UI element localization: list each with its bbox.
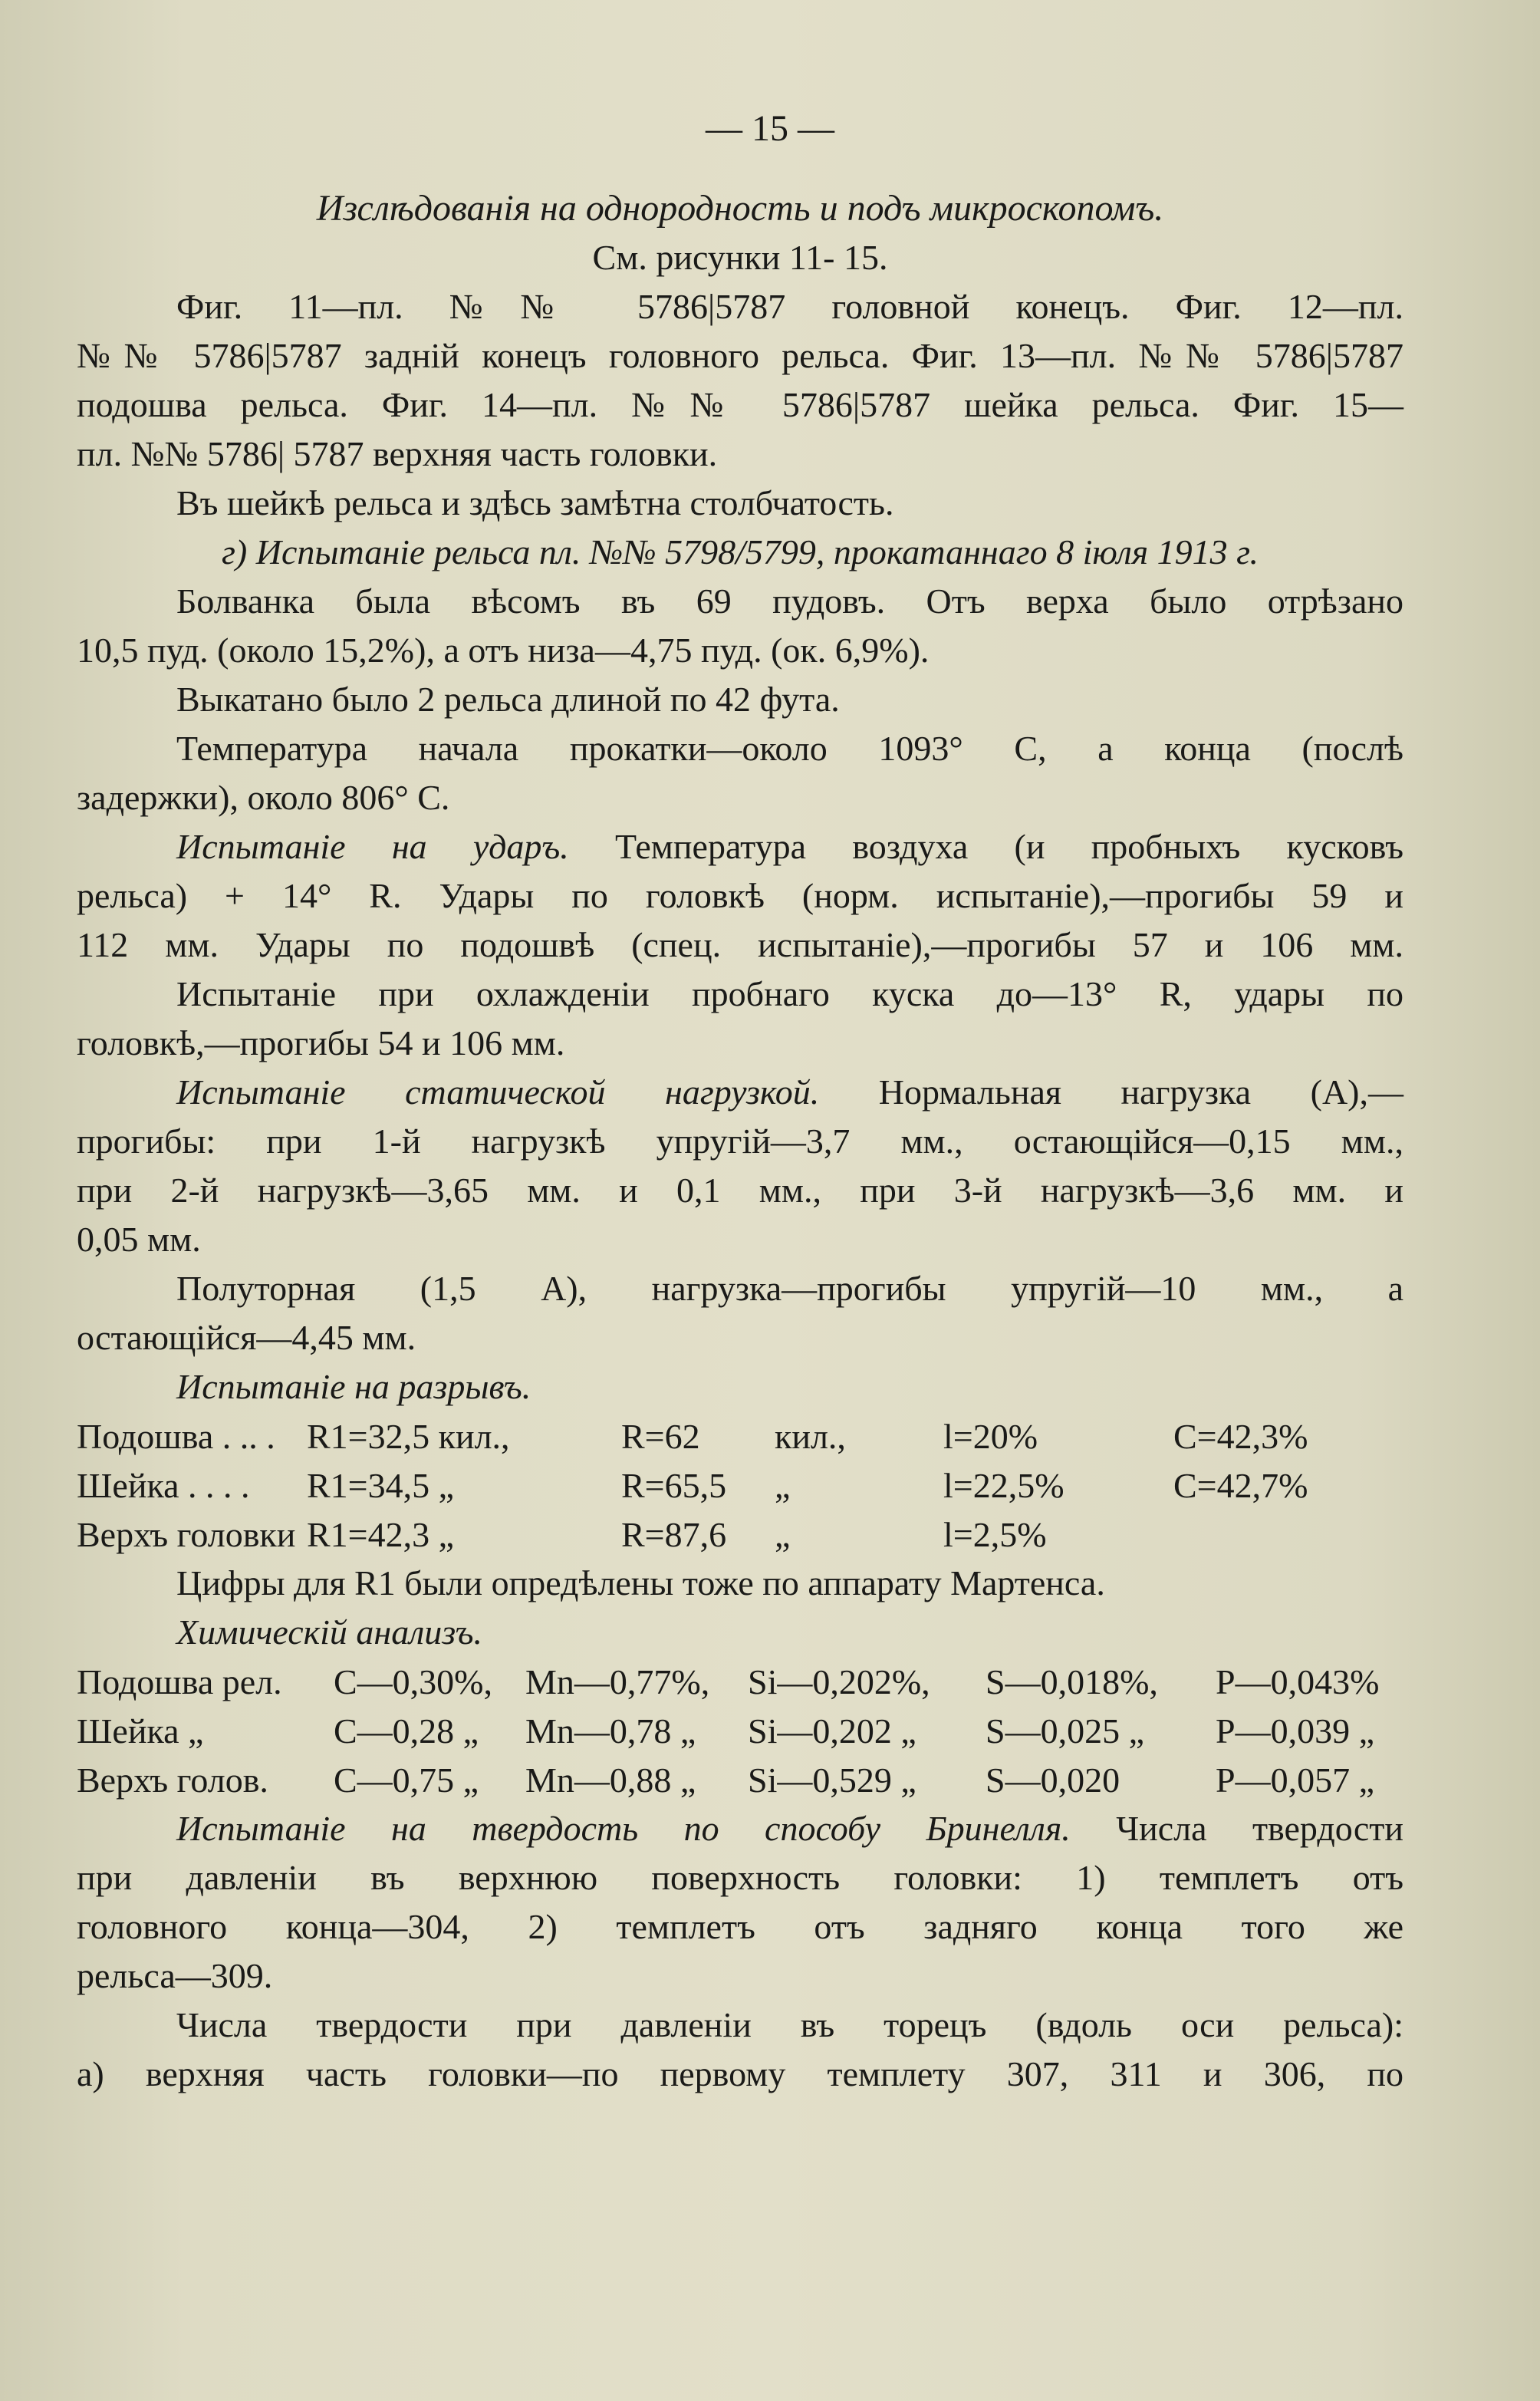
billet-line-2: 10,5 пуд. (около 15,2%), а отъ низа—4,75 пуд. (ок. 6,9%).	[77, 631, 930, 670]
tensile-r-unit: „	[775, 1514, 791, 1554]
chemical-label: Химическій анализъ.	[176, 1612, 483, 1652]
static-line-2: прогибы: при 1-й нагрузкѣ упругій—3,7 мм., остающійся—0,15 мм.,	[77, 1121, 1403, 1161]
table-row	[77, 1755, 1400, 1804]
fig-line-1: Фиг. 11—пл. №№ 5786|5787 головной конецъ. Фиг. 12—пл.	[176, 287, 1403, 326]
tensile-r1: R1=32,5 кил.,	[307, 1416, 510, 1456]
tensile-r1: R1=42,3 „	[307, 1514, 455, 1554]
hardness-line-4: рельса—309.	[77, 1956, 273, 1995]
chem-name: Шейка „	[77, 1711, 204, 1751]
hardness-line-3: головного конца—304, 2) темплетъ отъ задняго конца того же	[77, 1907, 1403, 1946]
tensile-name: Верхъ головки	[77, 1514, 296, 1554]
chem-s: S—0,018%,	[986, 1662, 1158, 1701]
chem-si: Si—0,529 „	[748, 1760, 916, 1800]
hardness2-line-2: а) верхняя часть головки—по первому темплету 307, 311 и 306, по	[77, 2054, 1403, 2093]
page-number: — 15 —	[706, 108, 834, 149]
chem-p: Р—0,039 „	[1216, 1711, 1374, 1751]
tensile-c: С=42,3%	[1173, 1416, 1308, 1456]
billet-line-1: Болванка была вѣсомъ въ 69 пудовъ. Отъ верха было отрѣзано	[176, 581, 1403, 621]
page-content	[77, 100, 1403, 2099]
fig-line-4: пл. №№ 5786| 5787 верхняя часть головки.	[77, 434, 718, 473]
impact-label: Испытаніе на ударъ.	[176, 827, 569, 866]
one-half-line-1: Полуторная (1,5 А), нагрузка—прогибы упругій—10 мм., а	[176, 1269, 1403, 1308]
chem-si: Si—0,202%,	[748, 1662, 930, 1701]
chem-p: Р—0,043%	[1216, 1662, 1380, 1701]
hardness-line-1	[77, 1804, 1403, 1853]
cooling-line-1: Испытаніе при охлажденіи пробнаго куска до—13° R, удары по	[176, 974, 1403, 1013]
impact-line-1	[77, 822, 1403, 871]
impact-text: Температура воздуха (и пробныхъ кусковъ	[615, 827, 1403, 866]
tensile-name: Подошва . .. .	[77, 1416, 275, 1456]
tensile-table	[77, 1411, 1388, 1559]
chem-c: С—0,28 „	[334, 1711, 479, 1751]
chem-mn: Mn—0,78 „	[525, 1711, 696, 1751]
section-title: Изслѣдованія на однородность и подъ микроскопомъ.	[316, 188, 1164, 229]
chem-s: S—0,025 „	[986, 1711, 1144, 1751]
static-line-3: при 2-й нагрузкѣ—3,65 мм. и 0,1 мм., при 3-й нагрузкѣ—3,6 мм. и	[77, 1171, 1403, 1210]
tensile-r-unit: „	[775, 1465, 791, 1505]
tensile-note: Цифры для R1 были опредѣлены тоже по аппарату Мартенса.	[176, 1563, 1105, 1602]
tensile-label: Испытаніе на разрывъ.	[176, 1367, 531, 1406]
static-text: Нормальная нагрузка (А),—	[878, 1072, 1403, 1112]
chemical-table	[77, 1657, 1400, 1804]
table-row	[77, 1706, 1400, 1755]
temp-line-2: задержки), около 806° С.	[77, 778, 450, 817]
cooling-line-2: головкѣ,—прогибы 54 и 106 мм.	[77, 1023, 565, 1062]
tensile-r-unit: кил.,	[775, 1416, 846, 1456]
table-row	[77, 1510, 1388, 1559]
tensile-l: l=2,5%	[943, 1514, 1047, 1554]
static-label: Испытаніе статической нагрузкой.	[176, 1072, 820, 1112]
rolled-line: Выкатано было 2 рельса длиной по 42 фута.	[176, 680, 840, 719]
tensile-l: l=20%	[943, 1416, 1038, 1456]
static-line-1	[77, 1068, 1403, 1117]
chem-c: С—0,30%,	[334, 1662, 492, 1701]
table-row	[77, 1657, 1400, 1706]
see-figures-line: См. рисунки 11- 15.	[592, 238, 888, 277]
hardness-text: Числа твердости	[1116, 1809, 1404, 1848]
tensile-name: Шейка . . . .	[77, 1465, 250, 1505]
tensile-c	[1173, 1510, 1388, 1559]
tensile-r: R=62	[621, 1416, 700, 1456]
tensile-r: R=65,5	[621, 1465, 727, 1505]
chem-mn: Mn—0,88 „	[525, 1760, 696, 1800]
column-note: Въ шейкѣ рельса и здѣсь замѣтна столбчатость.	[176, 483, 894, 522]
tensile-c: С=42,7%	[1173, 1465, 1308, 1505]
temp-line-1: Температура начала прокатки—около 1093° С, а конца (послѣ	[176, 729, 1403, 768]
tensile-r1: R1=34,5 „	[307, 1465, 455, 1505]
table-row	[77, 1461, 1388, 1510]
impact-line-2: рельса) + 14° R. Удары по головкѣ (норм. испытаніе),—прогибы 59 и	[77, 876, 1403, 915]
fig-line-2: №№ 5786|5787 заднiй конецъ головного рельса. Фиг. 13—пл. №№ 5786|5787	[77, 336, 1403, 375]
hardness-line-2: при давленіи въ верхнюю поверхность головки: 1) темплетъ отъ	[77, 1858, 1403, 1897]
heading-g: г) Испытаніе рельса пл. №№ 5798/5799, прокатаннаго 8 іюля 1913 г.	[221, 532, 1259, 571]
tensile-l: l=22,5%	[943, 1465, 1065, 1505]
impact-line-3: 112 мм. Удары по подошвѣ (спец. испытаніе),—прогибы 57 и 106 мм.	[77, 925, 1403, 964]
chem-p: Р—0,057 „	[1216, 1760, 1374, 1800]
hardness2-line-1: Числа твердости при давленіи въ торецъ (вдоль оси рельса):	[176, 2005, 1403, 2044]
table-row	[77, 1411, 1388, 1461]
chem-name: Верхъ голов.	[77, 1760, 268, 1800]
one-half-line-2: остающійся—4,45 мм.	[77, 1318, 416, 1357]
chem-c: С—0,75 „	[334, 1760, 479, 1800]
hardness-label: Испытаніе на твердость по способу Бринелля.	[176, 1809, 1071, 1848]
chem-s: S—0,020	[986, 1760, 1120, 1800]
static-line-4: 0,05 мм.	[77, 1220, 201, 1259]
tensile-r: R=87,6	[621, 1514, 727, 1554]
chem-name: Подошва рел.	[77, 1662, 282, 1701]
chem-mn: Mn—0,77%,	[525, 1662, 710, 1701]
chem-si: Si—0,202 „	[748, 1711, 916, 1751]
fig-line-3: подошва рельса. Фиг. 14—пл. №№ 5786|5787 шейка рельса. Фиг. 15—	[77, 385, 1403, 424]
